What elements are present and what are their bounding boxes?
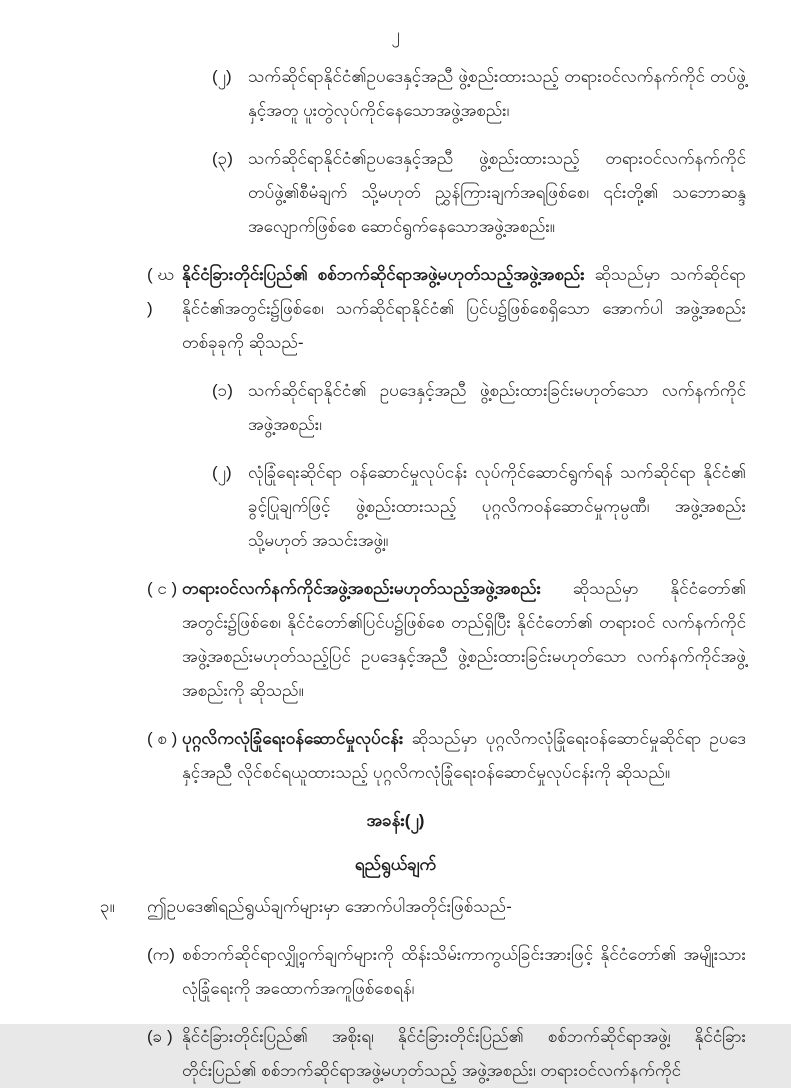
section-number: ၃။ bbox=[100, 897, 115, 916]
item-text: သက်ဆိုင်ရာနိုင်ငံ၏ဥပဒေနှင့်အညီ ဖွဲ့စည်းထားသည့် တရားဝင်လက်နက်ကိုင် တပ်ဖွဲ့နှင့်အတူ ပူးတွဲလုပ်ကိုင်နေသောအဖွဲ့အစည်း၊ bbox=[248, 67, 746, 120]
defined-term: နိုင်ငံခြားတိုင်းပြည်၏ စစ်ဘက်ဆိုင်ရာအဖွဲ့မဟုတ်သည့်အဖွဲ့အစည်း bbox=[182, 265, 585, 284]
defined-term: ပုဂ္ဂလိကလုံခြုံရေးဝန်ဆောင်မှုလုပ်ငန်း bbox=[182, 729, 404, 748]
item-label: (၂) bbox=[212, 463, 232, 482]
section-paragraph bbox=[100, 890, 791, 924]
list-item bbox=[212, 374, 791, 442]
item-label: (က) bbox=[147, 945, 175, 964]
item-label: (ခ ) bbox=[147, 1027, 173, 1046]
list-item bbox=[147, 572, 791, 708]
item-text-rest: ဆိုသည်မှာ နိုင်ငံတော်၏ အတွင်း၌ဖြစ်စေ၊ နိုင်ငံတော်၏ပြင်ပ၌ဖြစ်စေ တည်ရှိပြီး နိုင်ငံတော်၏ တရားဝင် လက်နက်ကိုင်အဖွဲ့အစည်းမဟုတ်သည့်ပြင် ဥပဒေနှင့်အညီ ဖွဲ့စည်းထားခြင်းမဟုတ်သော လက်နက်ကိုင်အဖွဲ့အစည်းကို ဆိုသည်။ bbox=[182, 579, 746, 700]
item-text: နိုင်ငံခြားတိုင်းပြည်၏ အစိုးရ၊ နိုင်ငံခြားတိုင်းပြည်၏ စစ်ဘက်ဆိုင်ရာအဖွဲ့၊ နိုင်ငံခြား တိုင်းပြည်၏ စစ်ဘက်ဆိုင်ရာအဖွဲ့မဟုတ်သည့် အဖွဲ့အစည်း၊ တရားဝင်လက်နက်ကိုင် bbox=[182, 1027, 746, 1080]
chapter-subtitle: ရည်ရွယ်ချက် bbox=[354, 855, 437, 874]
item-text bbox=[182, 722, 746, 790]
item-text bbox=[182, 258, 746, 360]
item-label: ( င ) bbox=[147, 579, 178, 598]
list-item bbox=[147, 938, 791, 1006]
list-item bbox=[212, 60, 791, 128]
item-text-rest: ဆိုသည်မှာ ပုဂ္ဂလိကလုံခြုံရေးဝန်ဆောင်မှုဆိုင်ရာ ဥပဒေနှင့်အညီ လိုင်စင်ရယူထားသည့် ပုဂ္ဂလိကလုံခြုံရေးဝန်ဆောင်မှုလုပ်ငန်းကို ဆိုသည်။ bbox=[182, 729, 746, 782]
list-item bbox=[212, 456, 791, 558]
list-item bbox=[147, 258, 791, 360]
item-label: ( စ ) bbox=[147, 729, 178, 748]
section-text: ဤဥပဒေ၏ရည်ရွယ်ချက်များမှာ အောက်ပါအတိုင်းဖြစ်သည်- bbox=[147, 897, 512, 916]
item-text: သက်ဆိုင်ရာနိုင်ငံ၏ဥပဒေနှင့်အညီ ဖွဲ့စည်းထားသည့် တရားဝင်လက်နက်ကိုင် တပ်ဖွဲ့၏စီမံချက် သို့မဟုတ် ညွှန်ကြားချက်အရဖြစ်စေ၊ ၎င်းတို့၏ သဘောဆန္ဒ အလျောက်ဖြစ်စေ ဆောင်ရွက်နေသောအဖွဲ့အစည်း။ bbox=[248, 149, 746, 236]
page-number: ၂ bbox=[391, 25, 400, 44]
chapter-title: အခန်း(၂) bbox=[366, 811, 425, 830]
list-item bbox=[212, 142, 791, 244]
list-item bbox=[147, 1020, 791, 1088]
item-text-rest: ဆိုသည်မှာ သက်ဆိုင်ရာနိုင်ငံ၏အတွင်း၌ဖြစ်စေ၊ သက်ဆိုင်ရာနိုင်ငံ၏ ပြင်ပ၌ဖြစ်စေရှိသော အောက်ပါ အဖွဲ့အစည်းတစ်ခုခုကို ဆိုသည်- bbox=[182, 265, 746, 352]
item-label: (၂) bbox=[212, 67, 232, 86]
item-text: သက်ဆိုင်ရာနိုင်ငံ၏ ဥပဒေနှင့်အညီ ဖွဲ့စည်းထားခြင်းမဟုတ်သော လက်နက်ကိုင် အဖွဲ့အစည်း၊ bbox=[248, 381, 746, 434]
item-text: လုံခြုံရေးဆိုင်ရာ ဝန်ဆောင်မှုလုပ်ငန်း လုပ်ကိုင်ဆောင်ရွက်ရန် သက်ဆိုင်ရာ နိုင်ငံ၏ ခွင့်ပြုချက်ဖြင့် ဖွဲ့စည်းထားသည့် ပုဂ္ဂလိကဝန်ဆောင်မှုကုမ္ပဏီ၊ အဖွဲ့အစည်း သို့မဟုတ် အသင်းအဖွဲ့။ bbox=[248, 463, 746, 550]
list-item bbox=[147, 722, 791, 790]
item-text bbox=[182, 572, 746, 708]
defined-term: တရားဝင်လက်နက်ကိုင်အဖွဲ့အစည်းမဟုတ်သည့်အဖွဲ့အစည်း bbox=[182, 579, 541, 598]
item-label: (၃) bbox=[212, 149, 233, 168]
item-label: (၁) bbox=[212, 381, 233, 400]
item-label: ( ဃ ) bbox=[147, 265, 174, 318]
item-text: စစ်ဘက်ဆိုင်ရာလျှို့ဝှက်ချက်များကို ထိန်းသိမ်းကာကွယ်ခြင်းအားဖြင့် နိုင်ငံတော်၏ အမျိုးသားလုံခြုံရေးကို အထောက်အကူဖြစ်စေရန်၊ bbox=[182, 945, 746, 998]
